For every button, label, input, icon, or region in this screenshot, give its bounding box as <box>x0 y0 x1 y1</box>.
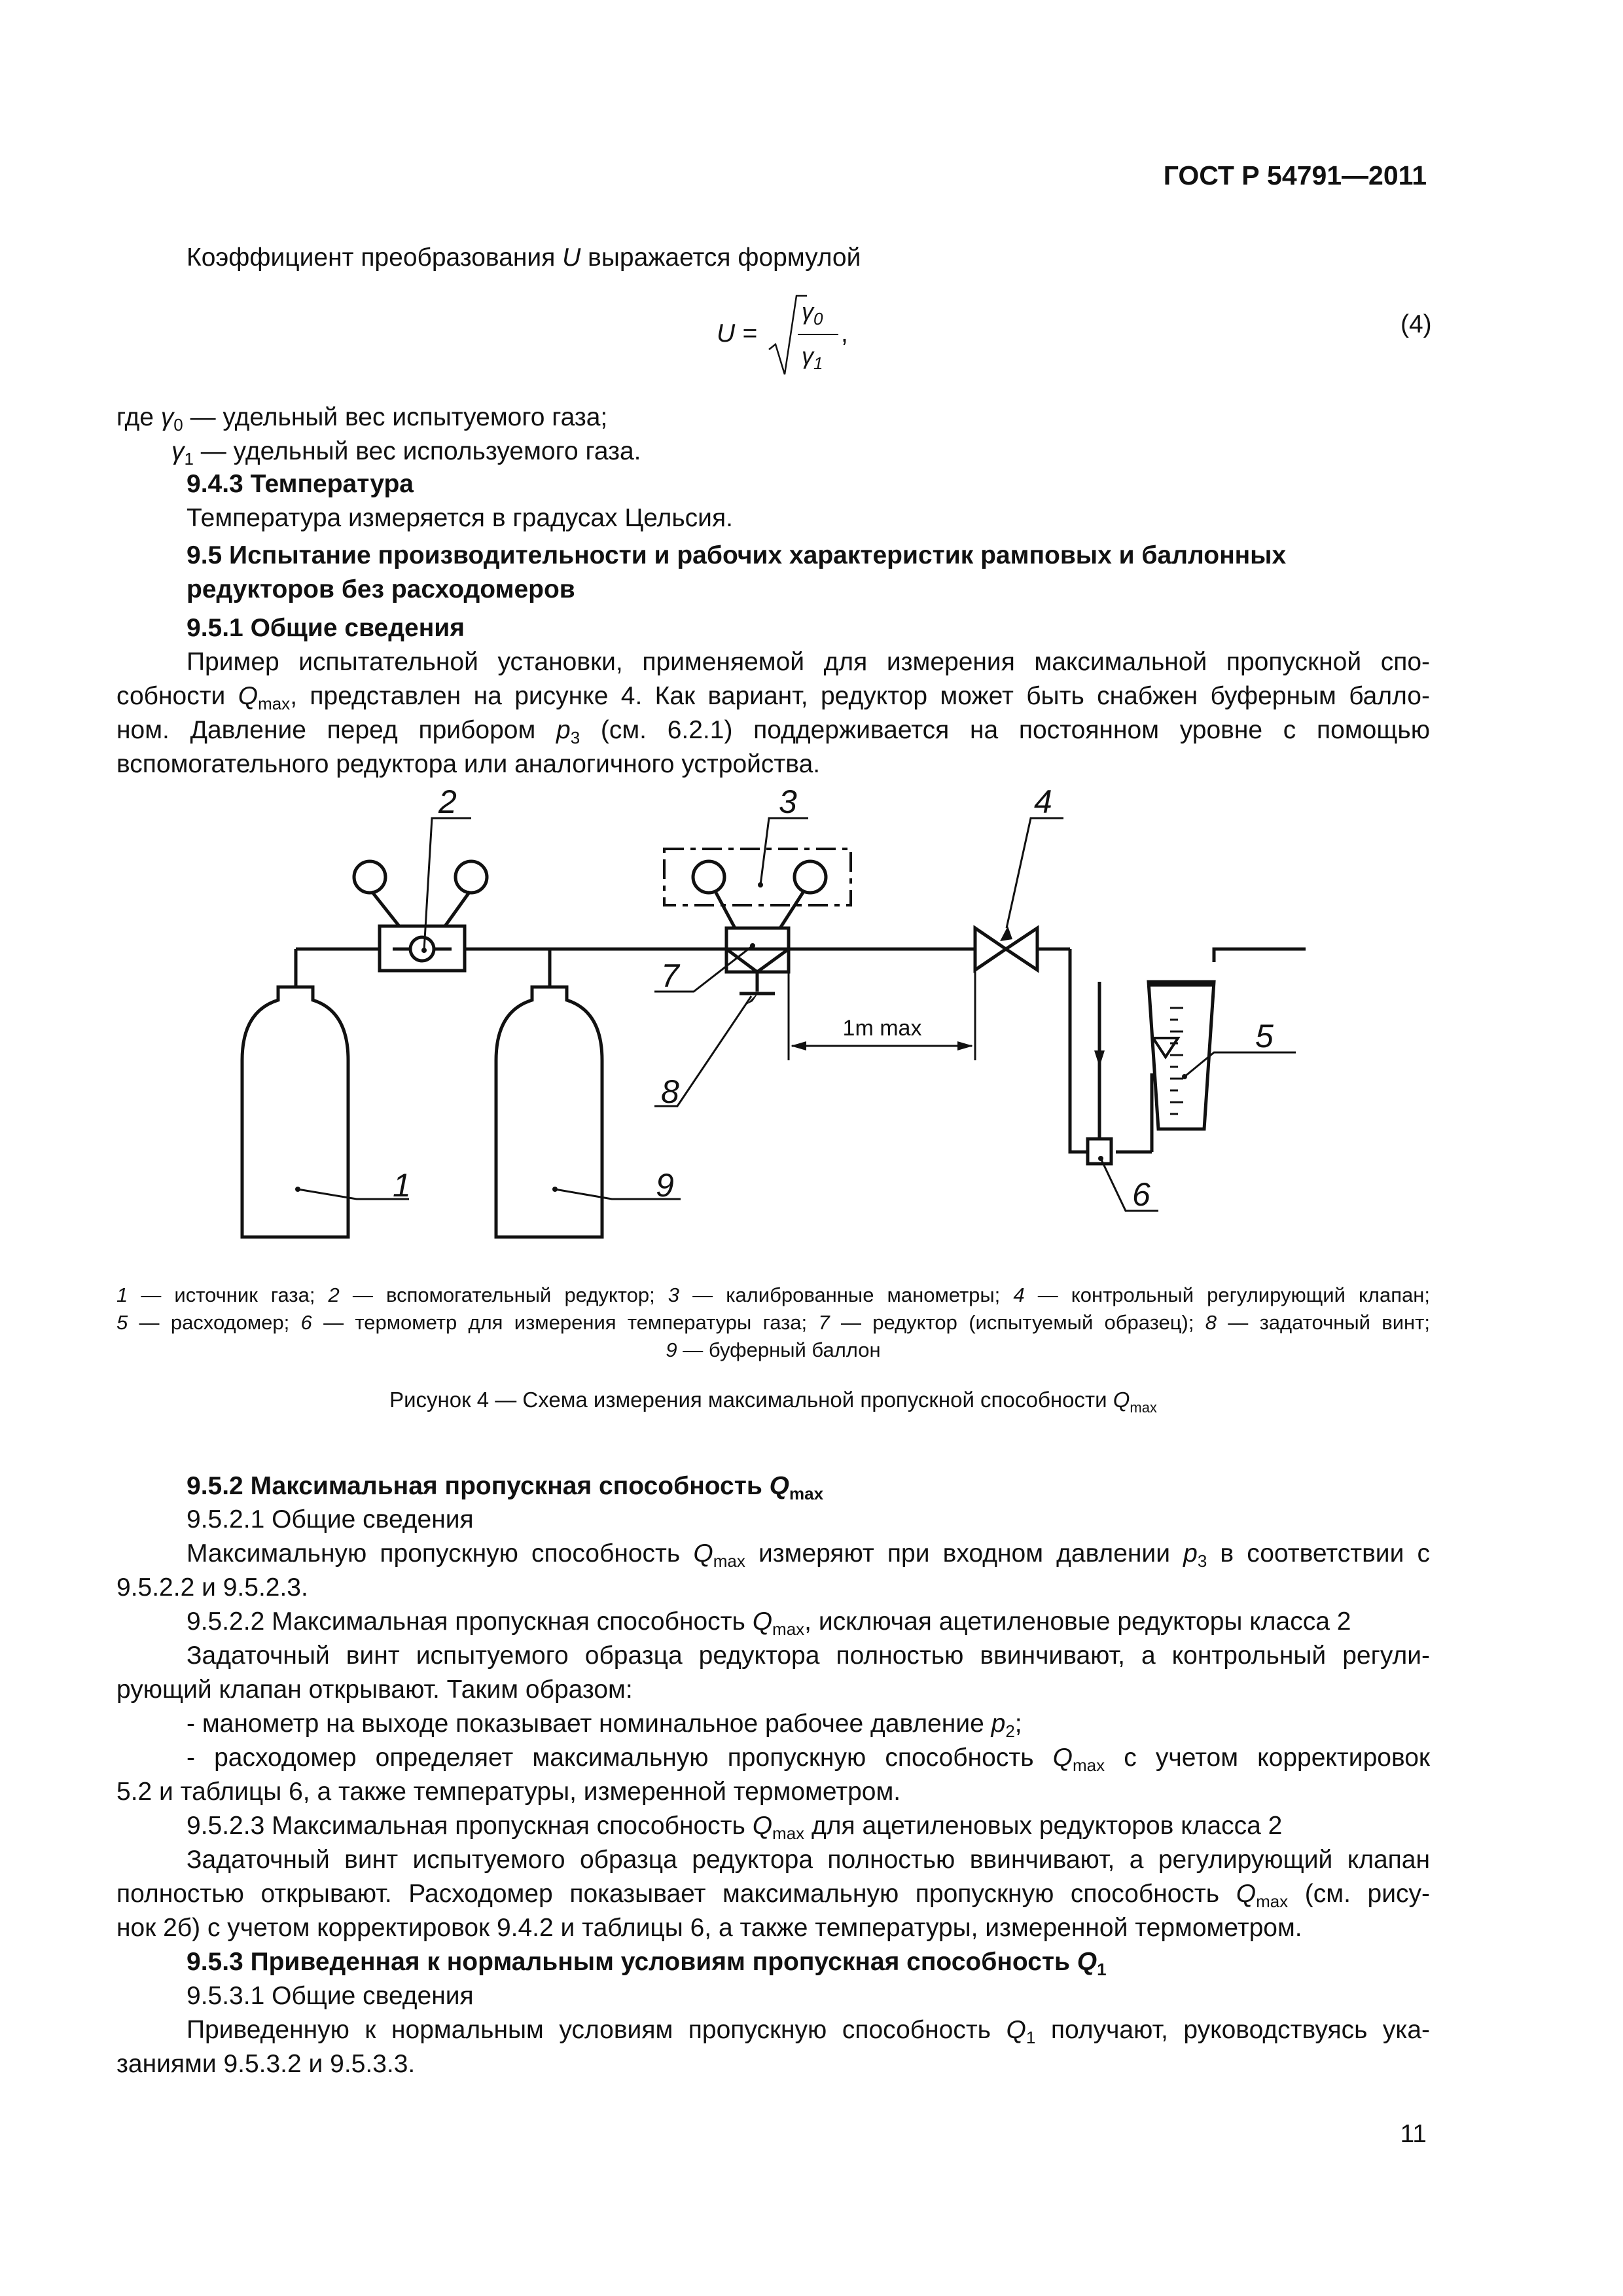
formula-4 <box>717 288 874 380</box>
section-9-5-1-title: 9.5.1 Общие сведения <box>187 614 465 642</box>
section-9-4-3-body: Температура измеряется в градусах Цельсия. <box>187 504 733 532</box>
section-9-5-2-title: 9.5.2 Максимальная пропускная способность $Q_{max}$ <box>187 1472 824 1503</box>
leader-3 <box>760 818 808 885</box>
control-valve-icon <box>975 928 1006 970</box>
list-item-2-line1: - расходомер определяет максимальную пропускную способность $Q_{max}$ с учетом корректировок <box>187 1744 1430 1775</box>
callout-6: 6 <box>1132 1176 1150 1213</box>
section-9-5-3-title: 9.5.3 Приведенная к нормальным условиям пропускная способность $Q_1$ <box>187 1948 1107 1979</box>
fraction-bar <box>798 334 838 335</box>
flow-direction-arrow-icon <box>1094 1050 1105 1067</box>
callout-2: 2 <box>438 783 457 820</box>
section-9-5-2-2-title: 9.5.2.2 Максимальная пропускная способность $Q_{max}$, исключая ацетиленовые редукторы класса 2 <box>187 1607 1351 1639</box>
coefficient-intro: Коэффициент преобразования U выражается формулой <box>187 243 861 272</box>
list-item-1: - манометр на выходе показывает номинальное рабочее давление $p_2$; <box>187 1710 1022 1741</box>
callout-5: 5 <box>1255 1018 1274 1054</box>
figure-caption: Рисунок 4 — Схема измерения максимальной пропускной способности $Q_{max}$ <box>389 1388 1157 1416</box>
callout-3: 3 <box>779 783 797 820</box>
callout-1: 1 <box>393 1167 411 1204</box>
radical-sign-icon <box>768 293 807 378</box>
cylinder-9-icon <box>496 987 602 1237</box>
leader-4 <box>1007 818 1063 928</box>
callout-8: 8 <box>661 1073 679 1110</box>
gauge-left-icon <box>354 861 385 893</box>
where-line-2: $\gamma_1$ — удельный вес используемого газа. <box>171 437 641 469</box>
paragraph-9-5-3-1-line1: Приведенную к нормальным условиям пропускную способность $Q_1$ получают, руководствуясь ука- <box>187 2016 1431 2047</box>
cylinder-1-icon <box>242 987 348 1237</box>
figure-legend-line2: 5 — расходомер; 6 — термометр для измерения температуры газа; 7 — редуктор (испытуемый образец); 8 — задаточный винт; <box>116 1311 1430 1334</box>
dimension-label: 1m max <box>842 1016 922 1041</box>
figure-legend-line3: 9 — буферный баллон <box>666 1338 881 1361</box>
formula-denominator: $\gamma_1$ <box>802 342 823 373</box>
paragraph-9-5-1-line1: Пример испытательной установки, применяемой для измерения максимальной пропускной спо- <box>187 648 1430 676</box>
formula-lhs: U = <box>717 319 757 348</box>
calibrated-gauge-left-icon <box>693 861 724 893</box>
page-number: 11 <box>1400 2120 1427 2148</box>
formula-number: (4) <box>1400 310 1432 338</box>
paragraph-9-5-2-1-line1: Максимальную пропускную способность $Q_{max}$ измеряют при входном давлении $p_3$ в соответствии с <box>187 1539 1430 1571</box>
paragraph-9-5-2-1-line2: 9.5.2.2 и 9.5.2.3. <box>116 1573 308 1602</box>
outlet-pipe <box>1214 949 1306 962</box>
paragraph-9-5-2-2-line1: Задаточный винт испытуемого образца редуктора полностью ввинчивают, а контрольный регули- <box>187 1641 1430 1670</box>
auxiliary-regulator-icon <box>380 926 465 971</box>
section-9-5-3-1-title: 9.5.3.1 Общие сведения <box>187 1982 474 2010</box>
section-9-5-2-1-title: 9.5.2.1 Общие сведения <box>187 1505 474 1534</box>
paragraph-9-5-3-1-line2: заниями 9.5.3.2 и 9.5.3.3. <box>116 2050 416 2078</box>
leader-5 <box>1185 1052 1296 1077</box>
formula-comma: , <box>841 319 848 348</box>
section-9-4-3-title: 9.4.3 Температура <box>187 470 414 498</box>
gauge-right-icon <box>455 861 487 893</box>
paragraph-9-5-1-line3: ном. Давление перед прибором $p_3$ (см. 6.2.1) поддерживается на постоянном уровне с помощью <box>116 716 1430 747</box>
pipe-segment <box>1070 949 1086 1152</box>
section-9-5-2-3-title: 9.5.2.3 Максимальная пропускная способность $Q_{max}$ для ацетиленовых редукторов класса 2 <box>187 1812 1283 1843</box>
callout-9: 9 <box>656 1167 674 1204</box>
paragraph-9-5-2-3-line1: Задаточный винт испытуемого образца редуктора полностью ввинчивают, а регулирующий клапан <box>187 1846 1430 1874</box>
figure-legend-line1: 1 — источник газа; 2 — вспомогательный редуктор; 3 — калиброванные манометры; 4 — контрольный регулирующий клапан; <box>116 1283 1430 1306</box>
section-9-5-title-line2: редукторов без расходомеров <box>187 575 575 603</box>
where-line-1: где $\gamma_0$ — удельный вес испытуемого газа; <box>116 403 608 435</box>
callout-4: 4 <box>1034 783 1052 820</box>
list-item-2-line2: 5.2 и таблицы 6, а также температуры, измеренной термометром. <box>116 1778 901 1806</box>
formula-numerator: $\gamma_0$ <box>802 298 823 329</box>
paragraph-9-5-2-3-line3: нок 2б) с учетом корректировок 9.4.2 и таблицы 6, а также температуры, измеренной термометром. <box>116 1914 1302 1942</box>
callout-7: 7 <box>661 958 679 994</box>
calibrated-gauge-right-icon <box>794 861 826 893</box>
section-9-5-title-line1: 9.5 Испытание производительности и рабочих характеристик рамповых и баллонных <box>187 541 1287 569</box>
paragraph-9-5-1-line2: собности $Q_{max}$, представлен на рисунке 4. Как вариант, редуктор может быть снабжен буферным балло- <box>116 682 1430 713</box>
document-id: ГОСТ Р 54791—2011 <box>1163 160 1427 190</box>
paragraph-9-5-1-line4: вспомогательного редуктора или аналогичного устройства. <box>116 750 821 778</box>
paragraph-9-5-2-3-line2: полностью открывают. Расходомер показывает максимальную пропускную способность $Q_{max}$ (см. рису- <box>116 1880 1430 1911</box>
paragraph-9-5-2-2-line2: рующий клапан открывают. Таким образом: <box>116 1676 633 1704</box>
figure-4-schematic <box>0 779 1623 1276</box>
